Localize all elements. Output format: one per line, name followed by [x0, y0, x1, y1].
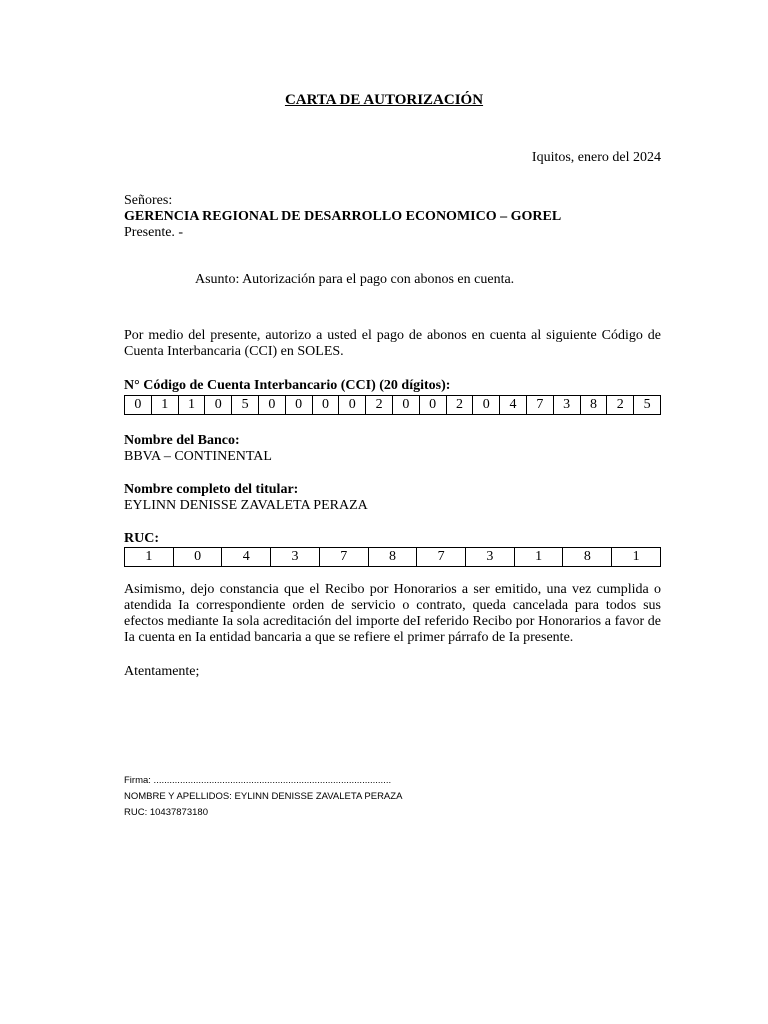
ruc-digit-cell: 1 [514, 548, 563, 567]
cci-digit-cell: 1 [151, 396, 178, 415]
ruc-digit-cell: 7 [319, 548, 368, 567]
document-title: CARTA DE AUTORIZACIÓN [284, 92, 484, 108]
signature-name: NOMBRE Y APELLIDOS: EYLINN DENISSE ZAVALETA PERAZA [124, 791, 403, 802]
cci-digit-cell: 0 [258, 396, 285, 415]
ruc-digit-table [124, 547, 661, 567]
bank-label: Nombre del Banco: [124, 433, 240, 448]
cci-digit-row [125, 396, 661, 415]
cci-digit-cell: 0 [392, 396, 419, 415]
signature-ruc: RUC: 10437873180 [124, 807, 208, 818]
cci-digit-cell: 8 [580, 396, 607, 415]
signature-block [124, 773, 402, 821]
cci-digit-cell: 3 [553, 396, 580, 415]
date-line: Iquitos, enero del 2024 [531, 150, 661, 165]
salutation: Señores: [124, 193, 173, 208]
holder-block [124, 482, 661, 514]
cci-digit-cell: 7 [526, 396, 553, 415]
ruc-digit-cell: 1 [612, 548, 661, 567]
closing-paragraph: Asimismo, dejo constancia que el Recibo por Honorarios a ser emitido, una vez cumplida o atendida Ia correspondiente orden de servicio o contrato, queda cancelada para todos sus efectos mediante Ia sola acreditación del importe deI referido Recibo por Honorarios a favor de Ia cuenta en Ia entidad bancaria a que se refiere el primer párrafo de Ia presente. [124, 582, 661, 645]
bank-value: BBVA – CONTINENTAL [124, 449, 272, 464]
cci-label: N° Código de Cuenta Interbancario (CCI) (20 dígitos): [124, 378, 451, 393]
signature-line: Firma: .......................................................................................... [124, 775, 392, 786]
ruc-digit-cell: 0 [173, 548, 222, 567]
bank-block [124, 433, 661, 465]
cci-digit-cell: 2 [446, 396, 473, 415]
ruc-digit-cell: 1 [125, 548, 174, 567]
recipient-block [124, 193, 661, 241]
intro-paragraph: Por medio del presente, autorizo a usted el pago de abonos en cuenta al siguiente Código de Cuenta Interbancaria (CCI) en SOLES. [124, 328, 661, 359]
ruc-digit-cell: 3 [271, 548, 320, 567]
ruc-digit-row [125, 548, 661, 567]
subject-line: Asunto: Autorización para el pago con abonos en cuenta. [195, 272, 515, 287]
recipient-organization: GERENCIA REGIONAL DE DESARROLLO ECONOMICO – GOREL [124, 209, 562, 224]
cci-digit-cell: 4 [500, 396, 527, 415]
cci-digit-cell: 2 [366, 396, 393, 415]
cci-digit-cell: 0 [339, 396, 366, 415]
ruc-digit-cell: 8 [368, 548, 417, 567]
ruc-digit-cell: 8 [563, 548, 612, 567]
cci-digit-cell: 0 [312, 396, 339, 415]
cci-digit-table [124, 395, 661, 415]
cci-digit-cell: 0 [419, 396, 446, 415]
cci-digit-cell: 0 [125, 396, 152, 415]
holder-label: Nombre completo del titular: [124, 482, 299, 497]
farewell: Atentamente; [124, 664, 200, 679]
presente-line: Presente. - [124, 225, 184, 240]
cci-digit-cell: 5 [634, 396, 661, 415]
ruc-label: RUC: [124, 531, 159, 546]
ruc-digit-cell: 3 [466, 548, 515, 567]
ruc-digit-cell: 7 [417, 548, 466, 567]
cci-digit-cell: 0 [473, 396, 500, 415]
cci-digit-cell: 5 [232, 396, 259, 415]
cci-digit-cell: 2 [607, 396, 634, 415]
cci-digit-cell: 0 [285, 396, 312, 415]
holder-value: EYLINN DENISSE ZAVALETA PERAZA [124, 498, 368, 513]
cci-digit-cell: 0 [205, 396, 232, 415]
cci-digit-cell: 1 [178, 396, 205, 415]
ruc-digit-cell: 4 [222, 548, 271, 567]
